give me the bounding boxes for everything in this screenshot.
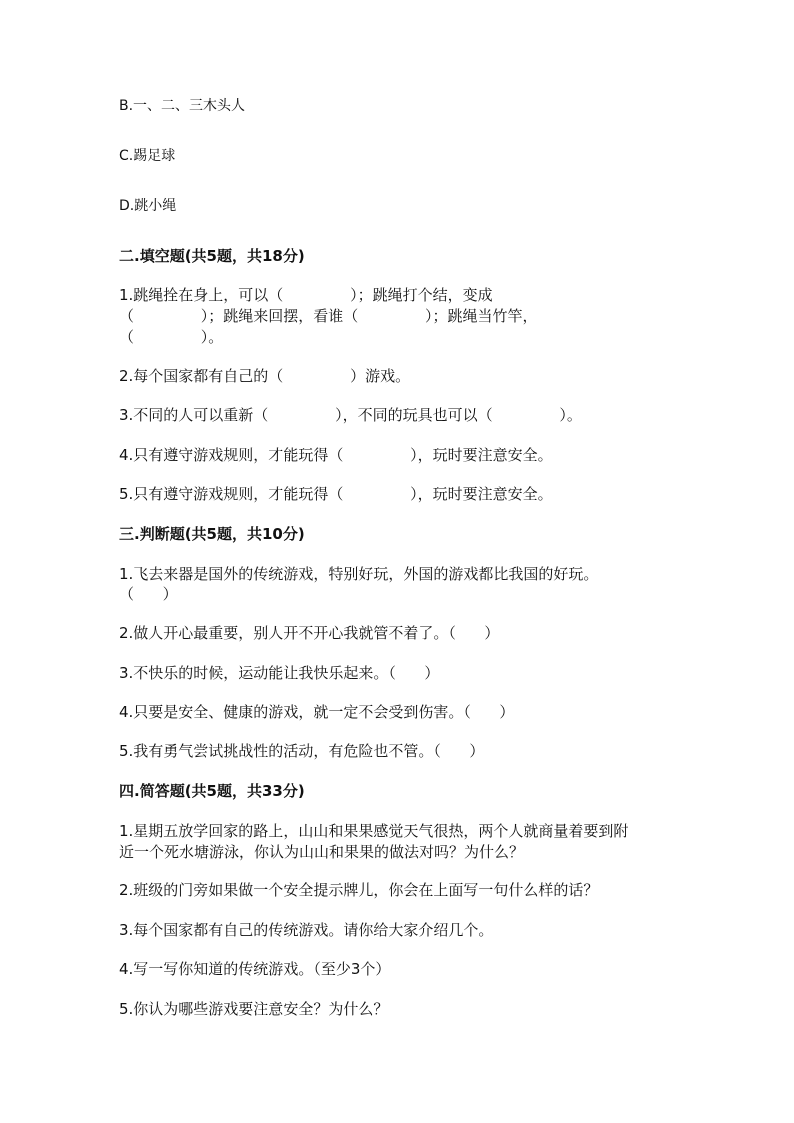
short-answer-question-3: 3.每个国家都有自己的传统游戏。请你给大家介绍几个。 (119, 921, 494, 939)
short-answer-question-2: 2.班级的门旁如果做一个安全提示牌儿，你会在上面写一句什么样的话？ (119, 881, 599, 899)
choice-option-b: B.一、二、三木头人 (119, 98, 246, 114)
short-answer-question-4: 4.写一写你知道的传统游戏。（至少3个） (119, 960, 391, 978)
section-heading-short-answer: 四.简答题(共5题，共33分) (119, 782, 305, 800)
fill-blank-question-5: 5.只有遵守游戏规则，才能玩得（ ），玩时要注意安全。 (119, 485, 553, 503)
short-answer-question-1-line-2: 近一个死水塘游泳，你认为山山和果果的做法对吗？为什么？ (119, 843, 525, 861)
short-answer-question-1-line-1: 1.星期五放学回家的路上，山山和果果感觉天气很热，两个人就商量着要到附 (119, 822, 629, 840)
fill-blank-question-1-line-2: （ ）；跳绳来回摆，看谁（ ）；跳绳当竹竿， (119, 307, 538, 325)
short-answer-question-5: 5.你认为哪些游戏要注意安全？为什么？ (119, 1000, 389, 1018)
true-false-question-1-line-2: （ ） (119, 585, 178, 603)
true-false-question-3: 3.不快乐的时候，运动能让我快乐起来。（ ） (119, 664, 440, 682)
fill-blank-question-4: 4.只有遵守游戏规则，才能玩得（ ），玩时要注意安全。 (119, 446, 553, 464)
true-false-question-2: 2.做人开心最重要，别人开不开心我就管不着了。（ ） (119, 624, 500, 642)
section-heading-true-false: 三.判断题(共5题，共10分) (119, 525, 305, 543)
fill-blank-question-1-line-1: 1.跳绳拴在身上，可以（ ）；跳绳打个结，变成 (119, 286, 493, 304)
fill-blank-question-3: 3.不同的人可以重新（ ），不同的玩具也可以（ ）。 (119, 406, 582, 424)
fill-blank-question-1-line-3: （ ）。 (119, 328, 224, 346)
true-false-question-1-line-1: 1.飞去来器是国外的传统游戏，特别好玩，外国的游戏都比我国的好玩。 (119, 565, 599, 583)
section-heading-fill-blank: 二.填空题(共5题，共18分) (119, 247, 305, 265)
true-false-question-4: 4.只要是安全、健康的游戏，就一定不会受到伤害。（ ） (119, 703, 515, 721)
choice-option-c: C.踢足球 (119, 148, 176, 164)
true-false-question-5: 5.我有勇气尝试挑战性的活动，有危险也不管。（ ） (119, 742, 485, 760)
choice-option-d: D.跳小绳 (119, 198, 177, 214)
fill-blank-question-2: 2.每个国家都有自己的（ ）游戏。 (119, 367, 411, 385)
